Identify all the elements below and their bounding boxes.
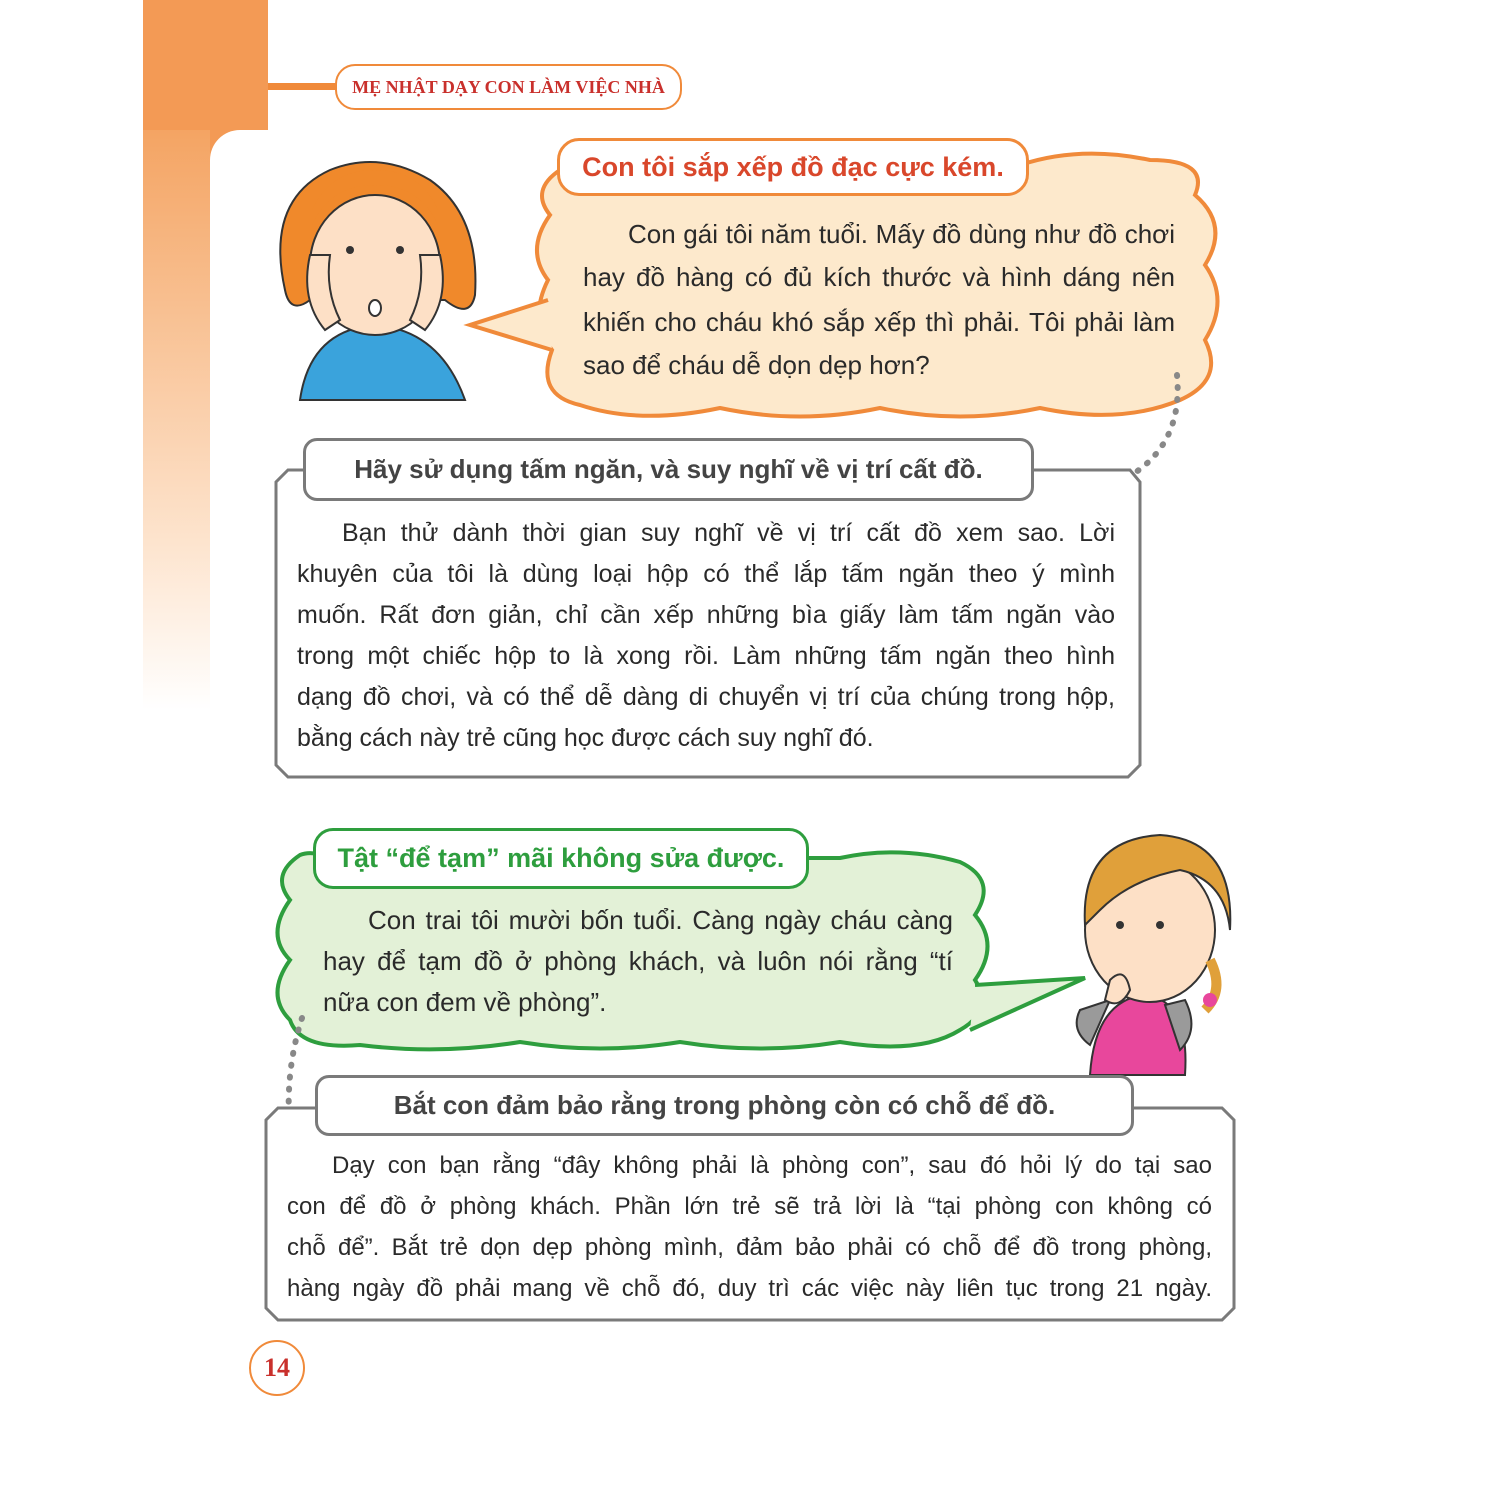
question-text-1	[583, 214, 1175, 386]
text-line: Con trai tôi mười bốn tuổi. Càng ngày cháu càng	[368, 905, 953, 935]
question-text-2	[323, 900, 953, 1023]
question-title-1: Con tôi sắp xếp đồ đạc cực kém.	[557, 138, 1029, 196]
text-line: bằng cách này trẻ cũng học được cách suy nghĩ đó.	[297, 724, 874, 752]
text-line: hay để tạm đồ ở phòng khách, và luôn nói rằng “tí	[323, 946, 953, 976]
text-line: sao để cháu dễ dọn dẹp hơn?	[583, 350, 930, 380]
text-line: hàng ngày đồ phải mang về chỗ đó, duy trì các việc này liên tục trong 21 ngày.	[287, 1275, 1212, 1302]
text-line: muốn. Rất đơn giản, chỉ cần xếp những bìa giấy làm tấm ngăn vào	[297, 601, 1115, 629]
text-line: Bạn thử dành thời gian suy nghĩ về vị trí cất đồ xem sao. Lời	[342, 519, 1115, 547]
text-line: khuyên của tôi là dùng loại hộp có thể lắp tấm ngăn theo ý mình	[297, 560, 1115, 588]
answer-text-1	[297, 513, 1115, 759]
text-line: nữa con đem về phòng”.	[323, 987, 607, 1017]
thinking-girl-illustration	[1077, 835, 1231, 1075]
bubble-tail-1	[470, 300, 552, 350]
text-line: trong một chiếc hộp to là xong rồi. Làm những tấm ngăn theo hình	[297, 642, 1115, 670]
text-line: Con gái tôi năm tuổi. Mấy đồ dùng như đồ chơi	[628, 219, 1175, 249]
worried-girl-illustration	[280, 162, 475, 400]
question-title-2: Tật “để tạm” mãi không sửa được.	[313, 828, 809, 889]
text-line: chỗ để”. Bắt trẻ dọn dẹp phòng mình, đảm bảo phải có chỗ để đồ trong phòng,	[287, 1234, 1212, 1261]
text-line: dạng đồ chơi, và có thể dễ dàng di chuyển vị trí của chúng trong hộp,	[297, 683, 1115, 711]
answer-title-1: Hãy sử dụng tấm ngăn, và suy nghĩ về vị trí cất đồ.	[303, 438, 1034, 501]
bubble-tail-2	[970, 978, 1085, 1030]
text-line: hay đồ hàng có đủ kích thước và hình dáng nên	[583, 262, 1175, 292]
answer-text-2	[287, 1145, 1212, 1309]
text-line: khiến cho cháu khó sắp xếp thì phải. Tôi phải làm	[583, 307, 1175, 337]
page-number: 14	[249, 1340, 305, 1396]
running-title: MẸ NHẬT DẠY CON LÀM VIỆC NHÀ	[335, 64, 682, 110]
answer-title-2: Bắt con đảm bảo rằng trong phòng còn có chỗ để đồ.	[315, 1075, 1134, 1136]
text-line: con để đồ ở phòng khách. Phần lớn trẻ sẽ trả lời là “tại phòng con không có	[287, 1193, 1212, 1220]
text-line: Dạy con bạn rằng “đây không phải là phòng con”, sau đó hỏi lý do tại sao	[332, 1152, 1212, 1179]
